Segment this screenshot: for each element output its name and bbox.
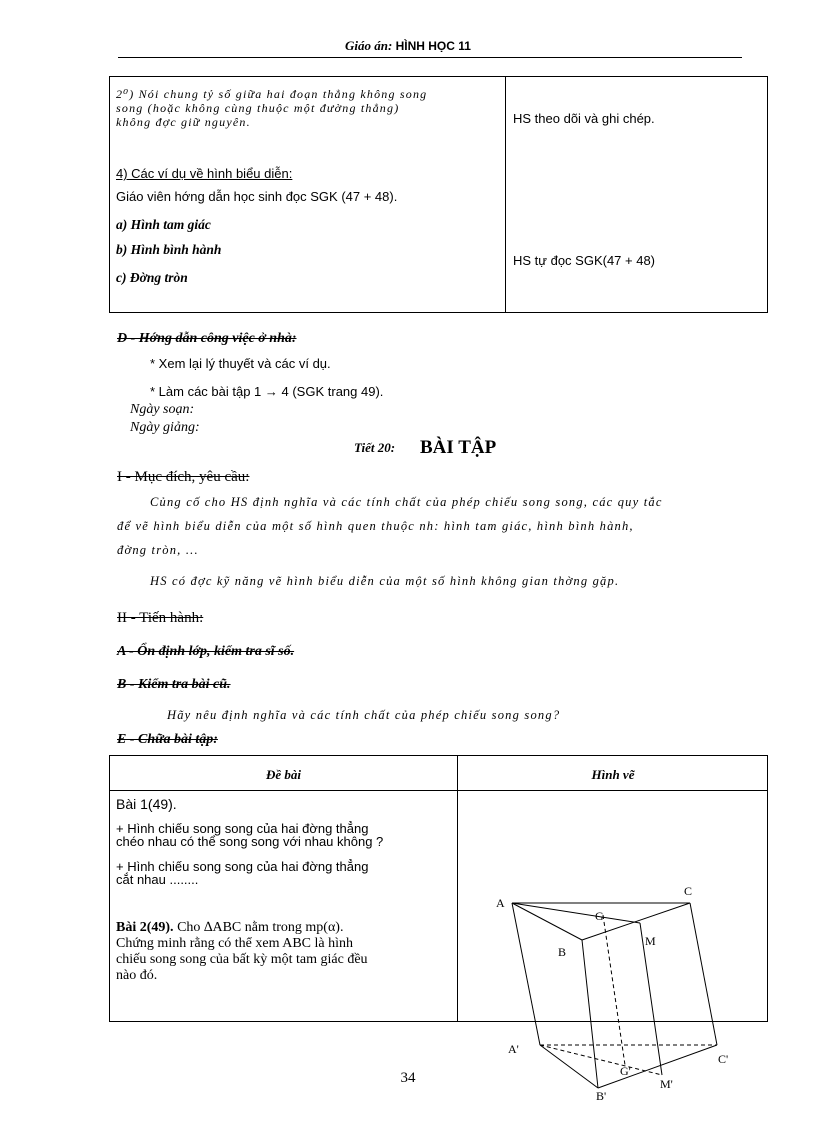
homework-title: D - Hớng dẫn công việc ở nhà: — [117, 331, 297, 346]
example-item: c) Đờng tròn — [116, 270, 188, 285]
label-A-prime: A' — [508, 1042, 519, 1056]
part-a: A - Ổn định lớp, kiểm tra sĩ số. — [117, 644, 295, 659]
section1-title: I - Mục đích, yêu cầu: — [117, 469, 250, 485]
label-B-prime: B' — [596, 1089, 607, 1103]
teach-date: Ngày giảng: — [130, 420, 200, 435]
note-line: song (hoặc không cùng thuộc một đường thẳng) — [116, 101, 400, 115]
lesson-label: Tiết 20: — [354, 440, 396, 455]
homework-item: * Làm các bài tập 1 → 4 (SGK trang 49). — [150, 384, 384, 399]
section1-line: đờng tròn, ... — [117, 543, 199, 557]
label-C-prime: C' — [718, 1052, 729, 1066]
note-line: 2⁰) Nói chung tỷ số giữa hai đoạn thẳng không song — [116, 87, 428, 101]
label-B: B — [558, 945, 567, 959]
label-A: A — [496, 896, 505, 910]
header-rule — [118, 57, 742, 58]
label-G: G — [595, 909, 604, 923]
example-item: a) Hình tam giác — [116, 217, 211, 232]
lesson-title: BÀI TẬP — [420, 437, 497, 458]
table-divider — [505, 77, 506, 312]
label-M-prime: M' — [660, 1077, 673, 1091]
check-question: Hãy nêu định nghĩa và các tính chất của phép chiếu song song? — [167, 708, 561, 722]
note-line: không đợc giữ nguyên. — [116, 115, 251, 129]
exercise1-q2: + Hình chiếu song song của hai đờng thẳng cắt nhau ........ — [116, 859, 369, 887]
section2-title: II - Tiến hành: — [117, 610, 204, 626]
label-G-prime: G' — [620, 1064, 631, 1078]
col-figure-header: Hình vẽ — [591, 767, 635, 782]
header-rule — [110, 790, 767, 791]
label-C: C — [684, 884, 693, 898]
header-title: HÌNH HỌC 11 — [395, 39, 471, 53]
page-header — [0, 38, 816, 54]
part-b: B - Kiểm tra bài cũ. — [117, 677, 231, 692]
note-block — [116, 87, 504, 129]
section1-line: để vẽ hình biểu diễn của một số hình quen thuộc nh: hình tam giác, hình bình hành, — [117, 519, 634, 533]
edge-AA — [512, 903, 540, 1045]
section1-line: Củng cố cho HS định nghĩa và các tính chất của phép chiếu song song, các quy tắc — [150, 495, 663, 509]
exercise1-q1: + Hình chiếu song song của hai đờng thẳng chéo nhau có thể song song với nhau không ? — [116, 821, 384, 849]
exercise1-title: Bài 1(49). — [116, 796, 177, 812]
edge-BB — [582, 940, 598, 1088]
col-problem-header: Đề bài — [265, 767, 302, 782]
edge-CC — [690, 903, 717, 1045]
part-e: E - Chữa bài tập: — [117, 732, 218, 747]
examples-title: 4) Các ví dụ về hình biểu diễn: — [116, 166, 293, 181]
exercise2-title: Bài 2(49). — [116, 920, 174, 935]
example-item: b) Hình bình hành — [116, 242, 222, 257]
student-self-read: HS tự đọc SGK(47 + 48) — [513, 253, 656, 268]
label-M: M — [645, 934, 656, 948]
page-number: 34 — [400, 1070, 416, 1086]
header-prefix: Giáo án: — [345, 38, 393, 53]
guide-text: Giáo viên hớng dẫn học sinh đọc SGK (47 + 48). — [116, 189, 398, 204]
section1-skill: HS có đợc kỹ năng vẽ hình biểu diễn của một số hình không gian thờng gặp. — [150, 574, 620, 588]
homework-item: * Xem lại lý thuyết và các ví dụ. — [150, 356, 331, 371]
table-divider — [457, 756, 458, 1021]
exercise2: Bài 2(49). Cho ∆ABC nằm trong mp(α). Chứng minh rằng có thể xem ABC là hình chiếu song song của bất kỳ một tam giác đều nào đó. — [116, 920, 368, 983]
lesson-table — [109, 76, 768, 313]
student-follow: HS theo dõi và ghi chép. — [513, 111, 655, 126]
prep-date: Ngày soạn: — [130, 402, 195, 417]
edge-GG — [603, 915, 625, 1065]
